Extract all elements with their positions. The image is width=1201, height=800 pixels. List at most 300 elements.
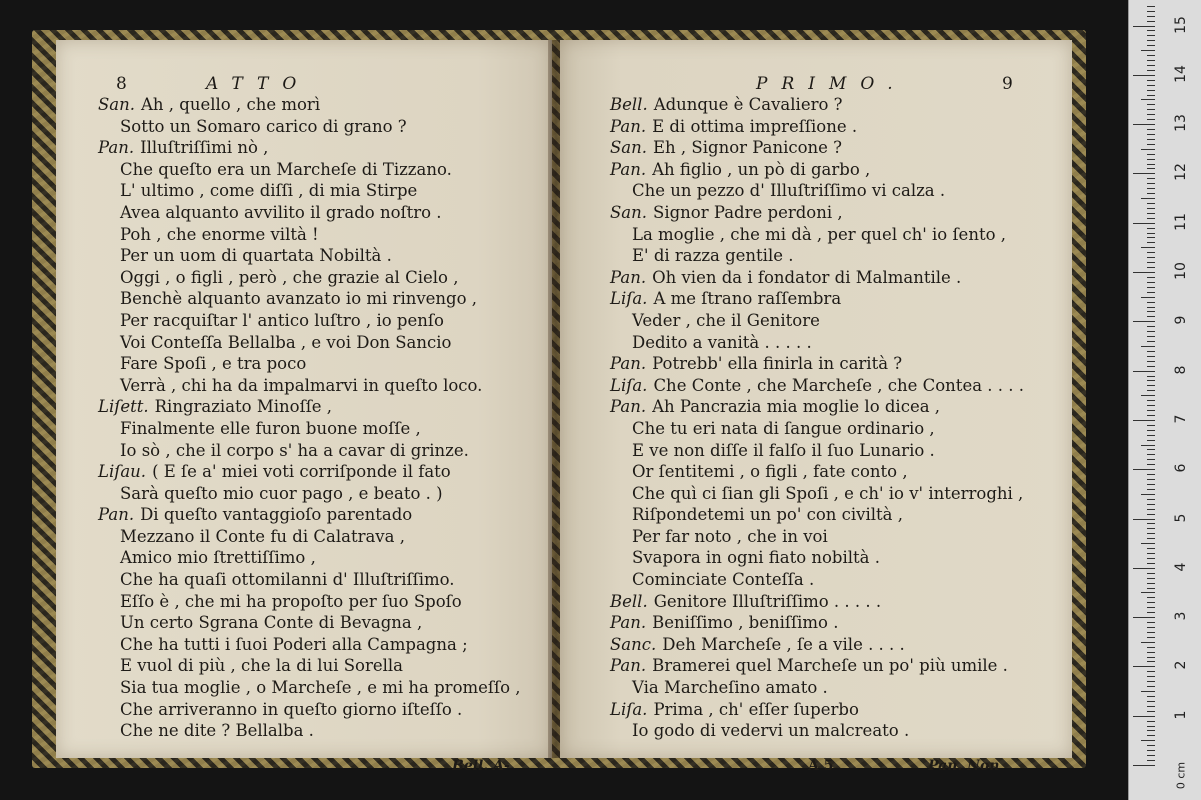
text-line [56,699,552,721]
ruler-tick [1147,553,1155,554]
line-text: Fare Spoſi , e tra poco [120,354,307,374]
text-line [560,288,1072,310]
ruler-number: 14 [1173,64,1189,83]
ruler-tick [1133,272,1155,273]
line-text: Benchè alquanto avanzato io mi rinvengo , [120,289,478,309]
ruler-tick [1133,617,1155,618]
line-text: Beniſſimo , beniſſimo . [652,613,839,633]
ruler-tick [1147,597,1155,598]
ruler-number: 6 [1173,463,1189,473]
line-text: Eh , Signor Panicone ? [653,138,843,158]
ruler-tick [1147,499,1155,500]
text-line [560,332,1072,354]
text-line [56,375,552,397]
line-text: Signor Padre perdoni , [653,202,843,222]
ruler-tick [1147,30,1155,31]
line-text: Che ne dite ? Bellalba . [120,721,314,741]
measurement-ruler [1128,0,1201,800]
text-line [56,180,552,202]
speaker-name: San. [98,95,136,114]
line-text: Per far noto , che in voi [632,526,828,546]
ruler-tick [1141,592,1155,593]
line-text: Ringraziato Minoſſe , [154,397,333,417]
right-page-number: 9 [1002,74,1013,94]
text-line [560,353,1072,375]
ruler-tick [1147,316,1155,317]
ruler-tick [1147,267,1155,268]
line-text: Dedito a vanità . . . . . [632,332,812,352]
line-text: Oh vien da i fondator di Malmantile . [652,267,962,287]
ruler-tick [1147,109,1155,110]
left-page [56,40,552,774]
ruler-tick [1147,405,1155,406]
line-text: Voi Conteſſa Bellalba , e voi Don Sancio [120,332,452,352]
ruler-tick [1147,548,1155,549]
ruler-tick [1147,637,1155,638]
text-line [560,310,1072,332]
speaker-name: Liſa. [610,375,648,395]
ruler-tick [1147,449,1155,450]
ruler-tick [1141,740,1155,741]
line-text: Io sò , che il corpo s' ha a cavar di grinze. [120,440,469,460]
text-line [56,720,552,742]
ruler-tick [1147,40,1155,41]
ruler-number: 11 [1173,212,1189,231]
ruler-tick [1133,666,1155,667]
ruler-tick [1141,395,1155,396]
ruler-tick [1147,558,1155,559]
line-text: Che ha tutti i ſuoi Poderi alla Campagna ; [120,634,468,654]
text-line [560,375,1072,397]
ruler-tick [1147,134,1155,135]
ruler-tick [1141,445,1155,446]
ruler-tick [1147,657,1155,658]
ruler-number: 1 [1173,710,1189,720]
ruler-tick [1147,351,1155,352]
text-line [56,224,552,246]
text-line [56,440,552,462]
text-line [56,396,552,418]
text-line [560,612,1072,634]
ruler-tick [1147,686,1155,687]
line-text: Adunque è Cavaliero ? [653,95,843,114]
line-text: Or ſentitemi , o figli , fate conto , [632,462,908,482]
ruler-tick [1147,701,1155,702]
ruler-tick [1147,681,1155,682]
speaker-name: Pan. [98,138,135,158]
line-text: Che un pezzo d' Illuſtriſſimo vi calza . [632,181,946,201]
ruler-tick [1133,124,1155,125]
text-line [560,547,1072,569]
right-page [560,40,1072,774]
ruler-tick [1147,750,1155,751]
ruler-tick [1147,523,1155,524]
ruler-tick [1147,563,1155,564]
ruler-tick [1147,129,1155,130]
ruler-tick [1147,242,1155,243]
text-line [560,94,1072,116]
ruler-tick [1147,356,1155,357]
ruler-tick [1147,464,1155,465]
ruler-tick [1147,16,1155,17]
left-running-head: ATTO [206,74,311,94]
line-text: Cominciate Conteſſa . [632,570,815,590]
ruler-tick [1147,385,1155,386]
ruler-tick [1147,622,1155,623]
ruler-tick [1147,425,1155,426]
text-line [56,288,552,310]
ruler-tick [1147,696,1155,697]
line-text: Veder , che il Genitore [632,310,820,330]
ruler-tick [1147,528,1155,529]
ruler-tick [1141,198,1155,199]
text-line [56,267,552,289]
line-text: Sarà queſto mio cuor pago , e beato . ) [120,483,443,503]
ruler-tick [1147,735,1155,736]
right-running-head: PRIMO. [756,74,907,94]
speaker-name: Sanc. [610,634,657,654]
line-text: E di ottima impreſſione . [652,116,858,136]
ruler-tick [1147,311,1155,312]
text-line [56,634,552,656]
ruler-tick [1147,583,1155,584]
ruler-tick [1133,75,1155,76]
line-text: E vuol di più , che la di lui Sorella [120,656,404,676]
ruler-tick [1133,371,1155,372]
ruler-tick [1133,519,1155,520]
text-line [560,116,1072,138]
text-line [56,504,552,526]
ruler-tick [1147,602,1155,603]
line-text: Finalmente elle furon buone moſſe , [120,418,421,438]
line-text: Ah figlio , un pò di garbo , [652,159,871,179]
text-line [560,569,1072,591]
ruler-tick [1141,642,1155,643]
line-text: Poh , che enorme viltà ! [120,224,319,244]
ruler-tick [1147,85,1155,86]
ruler-number: 4 [1173,562,1189,572]
ruler-tick [1147,257,1155,258]
ruler-tick [1147,341,1155,342]
line-text: L' ultimo , come diſſi , di mia Stirpe [120,181,418,201]
text-line [56,116,552,138]
line-text: Avea alquanto avvilito il grado noſtro . [120,202,442,222]
line-text: Che tu eri nata di ſangue ordinario , [632,418,935,438]
ruler-tick [1147,711,1155,712]
ruler-tick [1133,173,1155,174]
ruler-tick [1147,479,1155,480]
ruler-tick [1141,149,1155,150]
ruler-tick [1147,459,1155,460]
ruler-tick [1141,346,1155,347]
text-line [56,94,552,116]
text-line [56,332,552,354]
line-text: Eſſo è , che mi ha propoſto per ſuo Spoſo [120,591,462,611]
ruler-tick [1147,282,1155,283]
ruler-tick [1147,252,1155,253]
ruler-tick [1147,745,1155,746]
line-text: E' di razza gentile . [632,246,794,266]
ruler-tick [1147,474,1155,475]
ruler-tick [1147,607,1155,608]
ruler-tick [1147,277,1155,278]
text-line [560,137,1072,159]
text-line [560,180,1072,202]
text-line [560,526,1072,548]
ruler-tick [1147,228,1155,229]
text-line [56,526,552,548]
text-line [560,720,1072,742]
ruler-number: 5 [1173,513,1189,522]
ruler-tick [1147,435,1155,436]
ruler-tick [1147,302,1155,303]
line-text: Deh Marcheſe , ſe a vile . . . . [662,634,905,654]
ruler-tick [1147,366,1155,367]
ruler-tick [1147,65,1155,66]
ruler-tick [1141,691,1155,692]
speaker-name: San. [610,202,648,222]
ruler-tick [1133,26,1155,27]
text-line [56,591,552,613]
speaker-name: Pan. [610,116,647,136]
ruler-tick [1147,307,1155,308]
speaker-name: Pan. [610,354,647,374]
ruler-number: 10 [1173,262,1189,280]
ruler-tick [1147,55,1155,56]
ruler-tick [1147,35,1155,36]
ruler-tick [1147,726,1155,727]
speaker-name: Liſett. [98,397,149,417]
text-line [56,137,552,159]
ruler-tick [1133,568,1155,569]
ruler-tick [1141,50,1155,51]
left-text-block [56,94,552,742]
text-line [56,569,552,591]
speaker-name: Liſa. [610,289,648,309]
line-text: Di queſto vantaggioſo parentado [140,505,413,525]
text-line [560,159,1072,181]
ruler-tick [1147,331,1155,332]
ruler-tick [1147,612,1155,613]
line-text: Sotto un Somaro carico di grano ? [120,116,407,136]
text-line [56,655,552,677]
ruler-tick [1147,376,1155,377]
speaker-name: Liſau. [98,462,147,482]
text-line [56,483,552,505]
text-line [56,202,552,224]
ruler-tick [1147,203,1155,204]
text-line [560,224,1072,246]
ruler-tick [1147,400,1155,401]
signature-mark: A 5 [808,758,834,774]
ruler-tick [1141,494,1155,495]
ruler-tick [1147,390,1155,391]
text-line [560,461,1072,483]
ruler-tick [1147,454,1155,455]
text-line [560,504,1072,526]
speaker-name: Pan. [610,159,647,179]
ruler-tick [1147,661,1155,662]
ruler-number: 12 [1173,163,1189,182]
line-text: Un certo Sgrana Conte di Bevagna , [120,613,423,633]
ruler-tick [1147,760,1155,761]
line-text: Potrebb' ella finirla in carità ? [652,354,903,374]
text-line [56,547,552,569]
ruler-tick [1147,114,1155,115]
ruler-tick [1147,287,1155,288]
ruler-number: 9 [1173,315,1189,325]
text-line [560,699,1072,721]
ruler-tick [1133,765,1155,766]
ruler-tick [1147,632,1155,633]
ruler-number: 3 [1173,611,1189,621]
speaker-name: Pan. [610,613,647,633]
ruler-tick [1147,218,1155,219]
ruler-number: 13 [1173,114,1189,133]
line-text: Per un uom di quartata Nobiltà . [120,246,392,266]
line-text: Per racquiſtar l' antico luſtro , io penſo [120,310,444,330]
line-text: Sia tua moglie , o Marcheſe , e mi ha promeſſo , [120,678,521,698]
line-text: Riſpondetemi un po' con civiltà , [632,505,903,525]
right-catchword: Pan. Non [928,758,1000,774]
ruler-tick [1133,716,1155,717]
ruler-tick [1147,652,1155,653]
ruler-tick [1141,99,1155,100]
line-text: A me ſtrano raſſembra [653,289,842,309]
line-text: Che Conte , che Marcheſe , che Contea . . . . [653,375,1025,395]
text-line [560,267,1072,289]
ruler-tick [1147,11,1155,12]
ruler-tick [1147,755,1155,756]
ruler-tick [1147,144,1155,145]
ruler-tick [1147,706,1155,707]
ruler-tick [1147,208,1155,209]
ruler-tick [1147,484,1155,485]
left-catchword: Bell. A- [452,758,510,774]
ruler-tick [1147,730,1155,731]
text-line [560,440,1072,462]
ruler-tick [1147,90,1155,91]
line-text: Svapora in ogni fiato nobiltà . [632,548,881,568]
ruler-tick [1147,119,1155,120]
ruler-tick [1147,627,1155,628]
left-page-number: 8 [116,74,127,94]
ruler-tick [1147,440,1155,441]
ruler-tick [1147,6,1155,7]
ruler-tick [1147,237,1155,238]
ruler-tick [1147,326,1155,327]
ruler-tick [1147,154,1155,155]
line-text: Illuſtriſſimi nò , [140,138,269,158]
ruler-tick [1147,21,1155,22]
ruler-tick [1147,292,1155,293]
speaker-name: Liſa. [610,699,648,719]
ruler-number: 15 [1173,15,1189,34]
ruler-tick [1147,509,1155,510]
text-line [560,634,1072,656]
line-text: Che ha quaſi ottomilanni d' Illuſtriſſimo. [120,570,455,590]
ruler-tick [1133,420,1155,421]
ruler-tick [1147,80,1155,81]
ruler-tick [1147,159,1155,160]
ruler-tick [1133,223,1155,224]
ruler-tick [1147,588,1155,589]
ruler-tick [1147,45,1155,46]
text-line [560,418,1072,440]
text-line [560,655,1072,677]
ruler-tick [1147,361,1155,362]
text-line [56,353,552,375]
ruler-tick [1147,504,1155,505]
text-line [560,483,1072,505]
ruler-tick [1147,104,1155,105]
line-text: Ah , quello , che morì [141,95,321,114]
ruler-tick [1147,538,1155,539]
line-text: Mezzano il Conte fu di Calatrava , [120,526,405,546]
line-text: E ve non diſſe il falſo il ſuo Lunario . [632,440,935,460]
ruler-tick [1147,60,1155,61]
right-text-block [560,94,1072,742]
text-line [56,461,552,483]
line-text: Che queſto era un Marcheſe di Tizzano. [120,159,452,179]
speaker-name: San. [610,138,648,158]
speaker-name: Pan. [610,397,647,417]
line-text: Io godo di vedervi un malcreato . [632,721,910,741]
text-line [560,591,1072,613]
text-line [56,310,552,332]
line-text: Prima , ch' eſſer ſuperbo [653,699,859,719]
ruler-tick [1147,95,1155,96]
line-text: Oggi , o figli , però , che grazie al Cielo , [120,267,459,287]
line-text: Bramerei quel Marcheſe un po' più umile . [652,656,1008,676]
ruler-tick [1147,178,1155,179]
ruler-tick [1147,721,1155,722]
text-line [56,612,552,634]
ruler-tick [1141,247,1155,248]
speaker-name: Pan. [610,267,647,287]
ruler-tick [1147,578,1155,579]
ruler-tick [1147,262,1155,263]
text-line [56,245,552,267]
ruler-tick [1147,410,1155,411]
speaker-name: Pan. [610,656,647,676]
ruler-tick [1147,676,1155,677]
line-text: Ah Pancrazia mia moglie lo dicea , [652,397,941,417]
ruler-tick [1141,297,1155,298]
ruler-tick [1147,213,1155,214]
ruler-tick [1147,168,1155,169]
line-text: Verrà , chi ha da impalmarvi in queſto loco. [120,375,483,395]
line-text: ( E ſe a' miei voti corriſponde il fato [152,462,451,482]
text-line [560,202,1072,224]
text-line [56,418,552,440]
ruler-tick [1147,489,1155,490]
text-line [560,677,1072,699]
speaker-name: Bell. [610,591,648,611]
ruler-tick [1147,193,1155,194]
ruler-tick [1147,430,1155,431]
text-line [56,159,552,181]
ruler-tick [1147,415,1155,416]
speaker-name: Bell. [610,95,648,114]
ruler-number: 7 [1173,414,1189,424]
line-text: Amico mio ſtrettiſſimo , [120,548,316,568]
ruler-tick [1133,469,1155,470]
ruler-tick [1147,336,1155,337]
ruler-tick [1147,139,1155,140]
ruler-tick [1147,183,1155,184]
ruler-tick [1147,380,1155,381]
